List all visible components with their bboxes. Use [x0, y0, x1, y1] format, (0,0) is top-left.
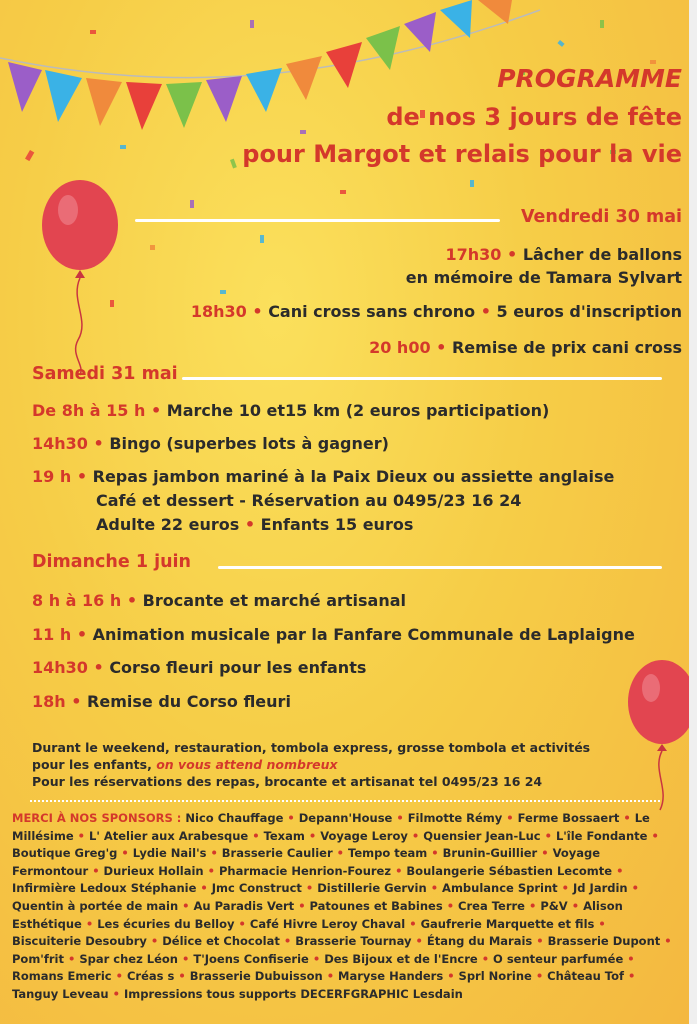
- day-heading-saturday: Samedi 31 mai: [32, 364, 178, 384]
- separator-dot: •: [196, 881, 212, 896]
- sponsor-name: Distillerie Gervin: [317, 881, 427, 896]
- item-time: 18h: [32, 692, 66, 711]
- separator-dot: •: [427, 846, 443, 861]
- item-time: 8 h à 16 h: [32, 591, 122, 610]
- item-time: 17h30: [445, 245, 502, 264]
- divider: [218, 566, 662, 569]
- bunting-flag: [8, 62, 42, 112]
- sponsor-name: Brasserie Caulier: [221, 846, 333, 861]
- sponsor-name: Étang du Marais: [426, 934, 533, 949]
- sponsor-name: Nico Chauffage: [185, 811, 284, 825]
- separator-dot: •: [502, 811, 518, 825]
- separator-dot: •: [73, 828, 89, 843]
- schedule-item: [32, 692, 291, 711]
- sponsor-name: Tempo team: [348, 846, 428, 861]
- separator-dot: •: [531, 969, 548, 984]
- sponsor-name: Créas s: [126, 969, 175, 984]
- note-line: Pour les réservations des repas, brocante et artisanat tel 0495/23 16 24: [32, 774, 543, 789]
- separator-dot: •: [619, 811, 635, 825]
- price-children: Enfants 15 euros: [260, 515, 414, 534]
- bunting-flag: [126, 82, 162, 130]
- sponsor-name: T'Joens Confiserie: [193, 951, 309, 966]
- item-text-continued: [96, 515, 413, 534]
- sponsor-name: Quensier Jean-Luc: [423, 828, 541, 843]
- separator-dot: •: [322, 969, 339, 984]
- bunting-flag: [86, 78, 122, 126]
- sponsor-name: Les écuries du Belloy: [97, 916, 235, 931]
- bunting-flag: [404, 12, 436, 52]
- separator-dot: •: [248, 828, 264, 843]
- bunting-flag: [286, 56, 322, 100]
- bunting-flag: [440, 0, 472, 38]
- sponsor-name: L' Atelier aux Arabesque: [89, 828, 249, 843]
- separator-dot: •: [426, 881, 443, 896]
- note-highlight: on vous attend nombreux: [156, 757, 338, 772]
- item-text: Remise de prix cani cross: [451, 338, 682, 357]
- separator-dot: •: [623, 951, 635, 966]
- sponsors-block: [12, 810, 672, 1004]
- sponsor-name: Lydie Nail's: [132, 846, 207, 861]
- separator-dot: •: [612, 863, 624, 878]
- item-time: De 8h à 15 h: [32, 401, 146, 420]
- sponsor-name: Brasserie Dupont: [547, 934, 661, 949]
- separator-dot: •: [301, 881, 318, 896]
- sponsor-name: P&V: [540, 898, 568, 913]
- item-extra: 5 euros d'inscription: [496, 302, 682, 321]
- sponsor-name: Voyage Fermontour: [12, 846, 601, 878]
- schedule-item: [446, 245, 683, 264]
- schedule-item: [32, 467, 614, 486]
- separator-dot: •: [660, 934, 672, 949]
- sponsor-name: Crea Terre: [458, 898, 525, 913]
- sponsor-name: Jd Jardin: [573, 881, 628, 896]
- balloon-right: [628, 660, 689, 810]
- item-text: Brocante et marché artisanal: [142, 591, 407, 610]
- divider: [182, 377, 662, 380]
- separator-dot: •: [507, 245, 518, 264]
- schedule-item: [32, 434, 389, 453]
- bunting-flag: [478, 0, 512, 24]
- item-text-continued: en mémoire de Tamara Sylvart: [405, 268, 682, 287]
- separator-dot: •: [76, 625, 88, 644]
- item-time: 14h30: [32, 658, 88, 677]
- separator-dot: •: [178, 898, 194, 913]
- sponsor-name: Alison Esthétique: [12, 898, 623, 931]
- sponsor-name: Impressions tous supports DECERFGRAPHIC Lesdain: [123, 986, 463, 1001]
- sponsor-name: Brasserie Tournay: [295, 934, 412, 949]
- sponsor-name: Texam: [263, 828, 305, 843]
- separator-dot: •: [480, 302, 491, 321]
- separator-dot: •: [405, 916, 421, 931]
- separator-dot: •: [477, 951, 494, 966]
- schedule-item: [32, 625, 635, 644]
- separator-dot: •: [206, 846, 222, 861]
- note-line: [32, 757, 338, 772]
- item-text: Marche 10 et15 km (2 euros participation): [166, 401, 550, 420]
- schedule-item: [32, 591, 406, 610]
- day-heading-friday: Vendredi 30 mai: [520, 207, 682, 227]
- sponsor-name: Voyage Leroy: [320, 828, 408, 843]
- separator-dot: •: [234, 916, 250, 931]
- subtitle-line: de nos 3 jours de fête: [386, 103, 682, 131]
- separator-dot: •: [150, 401, 162, 420]
- item-time: 11 h: [32, 625, 72, 644]
- sponsor-name: Filmotte Rémy: [407, 811, 503, 825]
- sponsor-name: Depann'House: [298, 811, 393, 825]
- item-text: Lâcher de ballons: [522, 245, 682, 264]
- separator-dot: •: [436, 338, 447, 357]
- sponsor-name: Des Bijoux et de l'Encre: [324, 951, 478, 966]
- dotted-divider: [30, 800, 660, 802]
- separator-dot: •: [244, 515, 256, 534]
- divider: [135, 219, 500, 222]
- item-time: 19 h: [32, 467, 72, 486]
- separator-dot: •: [407, 828, 424, 843]
- price-adult: Adulte 22 euros: [96, 515, 240, 534]
- sponsor-name: Sprl Norine: [458, 969, 532, 984]
- separator-dot: •: [524, 898, 541, 913]
- bunting-flag: [246, 68, 282, 112]
- sponsor-name: Boutique Greg'g: [12, 846, 118, 861]
- sponsor-name: Jmc Construct: [211, 881, 302, 896]
- separator-dot: •: [174, 969, 190, 984]
- separator-dot: •: [71, 692, 82, 711]
- item-text-continued: Café et dessert - Réservation au 0495/23 16 24: [96, 491, 522, 510]
- separator-dot: •: [294, 898, 310, 913]
- separator-dot: •: [540, 828, 556, 843]
- separator-dot: •: [391, 863, 407, 878]
- sponsor-name: Brunin-Guillier: [442, 846, 538, 861]
- item-text: Bingo (superbes lots à gagner): [109, 434, 389, 453]
- separator-dot: •: [93, 658, 104, 677]
- sponsor-name: Durieux Hollain: [103, 863, 204, 878]
- schedule-item: [191, 302, 682, 321]
- balloon-left: [42, 180, 118, 375]
- sponsor-name: Spar chez Léon: [79, 951, 178, 966]
- separator-dot: •: [442, 898, 459, 913]
- sponsor-name: Le Millésime: [12, 811, 650, 843]
- sponsor-name: Au Paradis Vert: [193, 898, 295, 913]
- page-edge: [689, 0, 697, 1024]
- separator-dot: •: [203, 863, 219, 878]
- sponsor-name: Infirmière Ledoux Stéphanie: [12, 881, 197, 896]
- bunting-flag: [166, 82, 202, 128]
- sponsor-name: Tanguy Leveau: [12, 986, 109, 1001]
- item-text: Corso fleuri pour les enfants: [109, 658, 367, 677]
- sponsor-name: Ferme Bossaert: [517, 811, 620, 825]
- note-text: pour les enfants,: [32, 757, 152, 772]
- item-time: 14h30: [32, 434, 88, 453]
- item-text: Animation musicale par la Fanfare Communale de Laplaigne: [92, 625, 635, 644]
- item-text: Cani cross sans chrono: [268, 302, 476, 321]
- sponsors-label: MERCI À NOS SPONSORS :: [12, 811, 182, 825]
- separator-dot: •: [411, 934, 427, 949]
- separator-dot: •: [532, 934, 548, 949]
- separator-dot: •: [252, 302, 263, 321]
- separator-dot: •: [146, 934, 163, 949]
- separator-dot: •: [88, 863, 104, 878]
- separator-dot: •: [93, 434, 104, 453]
- sponsor-name: Gaufrerie Marquette et fils: [420, 916, 595, 931]
- separator-dot: •: [332, 846, 349, 861]
- sponsor-name: Quentin à portée de main: [12, 898, 179, 913]
- separator-dot: •: [117, 846, 133, 861]
- separator-dot: •: [279, 934, 296, 949]
- separator-dot: •: [81, 916, 98, 931]
- sponsor-name: O senteur parfumée: [493, 951, 624, 966]
- sponsor-name: Maryse Handers: [338, 969, 444, 984]
- sponsor-name: Boulangerie Sébastien Lecomte: [406, 863, 613, 878]
- bunting-flag: [45, 70, 82, 122]
- separator-dot: •: [283, 811, 299, 825]
- sponsor-name: Brasserie Dubuisson: [189, 969, 323, 984]
- separator-dot: •: [624, 969, 636, 984]
- separator-dot: •: [63, 951, 80, 966]
- sponsor-name: Romans Emeric: [12, 969, 112, 984]
- schedule-item: [32, 658, 366, 677]
- separator-dot: •: [647, 828, 659, 843]
- programme-title: PROGRAMME: [497, 64, 682, 93]
- bunting-flag: [206, 76, 242, 122]
- separator-dot: •: [126, 591, 138, 610]
- separator-dot: •: [443, 969, 459, 984]
- item-time: 18h30: [190, 302, 247, 321]
- sponsor-name: Ambulance Sprint: [442, 881, 558, 896]
- separator-dot: •: [308, 951, 325, 966]
- separator-dot: •: [627, 881, 639, 896]
- item-text: Repas jambon mariné à la Paix Dieux ou assiette anglaise: [92, 467, 615, 486]
- separator-dot: •: [76, 467, 88, 486]
- separator-dot: •: [537, 846, 553, 861]
- sponsor-name: Biscuiterie Desoubry: [12, 934, 147, 949]
- separator-dot: •: [304, 828, 321, 843]
- sponsor-name: Pharmacie Henrion-Fourez: [218, 863, 392, 878]
- day-heading-sunday: Dimanche 1 juin: [32, 552, 192, 572]
- separator-dot: •: [567, 898, 584, 913]
- sponsor-name: L'île Fondante: [555, 828, 648, 843]
- subtitle-line: pour Margot et relais pour la vie: [242, 140, 682, 168]
- separator-dot: •: [557, 881, 574, 896]
- bunting-flag: [366, 26, 400, 70]
- schedule-item: [32, 401, 549, 420]
- sponsor-name: Château Tof: [547, 969, 625, 984]
- item-time: 20 h00: [369, 338, 431, 357]
- sponsor-name: Pom'frit: [12, 951, 64, 966]
- item-text: Remise du Corso fleuri: [87, 692, 291, 711]
- sponsor-name: Patounes et Babines: [309, 898, 443, 913]
- separator-dot: •: [594, 916, 606, 931]
- sponsor-name: Café Hivre Leroy Chaval: [249, 916, 406, 931]
- sponsor-name: Délice et Chocolat: [162, 934, 280, 949]
- schedule-item: [369, 338, 682, 357]
- separator-dot: •: [392, 811, 408, 825]
- separator-dot: •: [177, 951, 194, 966]
- separator-dot: •: [111, 969, 127, 984]
- note-line: Durant le weekend, restauration, tombola express, grosse tombola et activités: [32, 740, 591, 755]
- separator-dot: •: [108, 986, 124, 1001]
- bunting-flag: [326, 42, 362, 88]
